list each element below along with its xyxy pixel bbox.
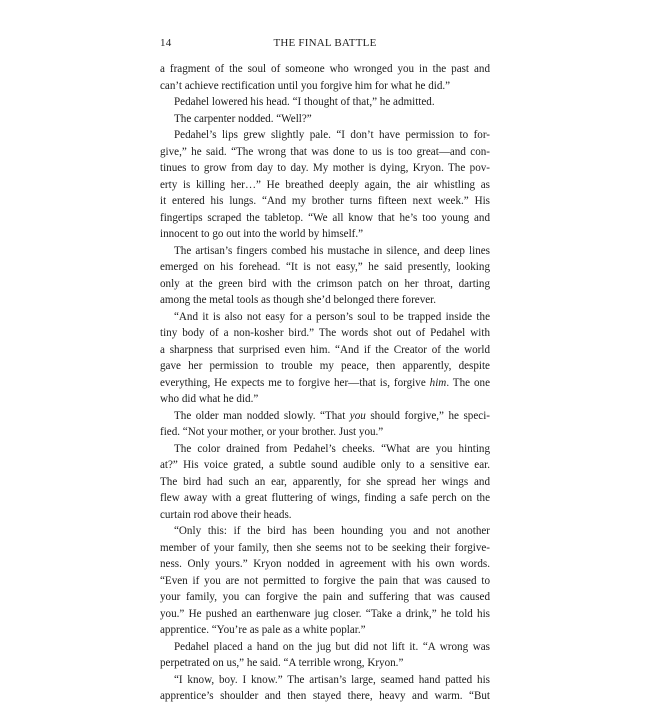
text-line: The artisan’s fingers combed his mustache in silence, and deep lines xyxy=(174,244,490,257)
text-line: flew away with a great fluttering of wings, finding a safe perch on the xyxy=(160,492,490,504)
text-line: fingertips scraped the tabletop. “We all know that he’s too young and xyxy=(160,211,490,224)
text-line: member of your family, then she seems not to be seeking their forgive- xyxy=(160,541,490,554)
text-line: curtain rod above their heads. xyxy=(160,508,292,521)
text-line: tiny body of a non-kosher bird.” The words shot out of Pedahel with xyxy=(160,327,490,339)
text-line: ness. Only yours.” Kryon nodded in agreement with his own words. xyxy=(160,558,490,570)
text-line: The carpenter nodded. “Well?” xyxy=(174,112,312,125)
text-line: a fragment of the soul of someone who wronged you in the past and xyxy=(160,63,490,75)
text-line: The bird had such an ear, apparently, for she spread her wings and xyxy=(160,475,490,488)
text-line: tinues to grow from day to day. My mother is dying, Kryon. The pov- xyxy=(160,162,490,174)
text-line: it entered his lungs. “And my brother turns fifteen next week.” His xyxy=(160,195,490,207)
running-title: THE FINAL BATTLE xyxy=(273,37,377,49)
page-header xyxy=(160,37,490,53)
text-line: The color drained from Pedahel’s cheeks. “What are you hinting xyxy=(174,442,490,455)
text-line: innocent to go out into the world by himself.” xyxy=(160,228,364,240)
text-line: apprentice. “You’re as pale as a white poplar.” xyxy=(160,624,366,636)
text-line: Pedahel placed a hand on the jug but did not lift it. “A wrong was xyxy=(174,640,490,653)
text-line: apprentice’s shoulder and then stayed there, heavy and warm. “But xyxy=(160,690,490,702)
text-line: erty is killing her…” He breathed deeply again, the air whistling as xyxy=(160,178,490,191)
text-line: Pedahel’s lips grew slightly pale. “I don’t have permission to for- xyxy=(174,129,490,141)
text-line: “Even if you are not permitted to forgive the pain that was caused to xyxy=(160,574,490,587)
text-line: only at the green bird with the crimson patch on her throat, darting xyxy=(160,277,490,290)
text-line: everything, He expects me to forgive her—that is, forgive him. The one xyxy=(160,376,491,389)
text-line: gave her permission to trouble my peace, then apparently, despite xyxy=(160,360,490,372)
text-line: among the metal tools as though she’d belonged there forever. xyxy=(160,294,437,306)
emphasis: him xyxy=(429,376,447,389)
text-line: perpetrated on us,” he said. “A terrible wrong, Kryon.” xyxy=(160,657,404,669)
text-line: “And it is also not easy for a person’s soul to be trapped inside the xyxy=(174,310,490,323)
text-line: at?” His voice grated, a subtle sound audible only to a sensitive ear. xyxy=(160,459,490,471)
page-number: 14 xyxy=(160,37,172,49)
body-text xyxy=(160,61,490,705)
text-line: who did what he did.” xyxy=(160,393,259,405)
text-line: Pedahel lowered his head. “I thought of that,” he admitted. xyxy=(174,96,435,108)
text-line: “I know, boy. I know.” The artisan’s large, seamed hand patted his xyxy=(174,673,490,686)
text-line: you.” He pushed an earthenware jug closer. “Take a drink,” he told his xyxy=(160,607,490,620)
text-line: a sharpness that surprised even him. “And if the Creator of the world xyxy=(160,343,490,356)
text-line: your family, you can forgive the pain and suffering that was caused xyxy=(160,591,490,603)
text-line: emerged on his forehead. “It is not easy,” he said presently, looking xyxy=(160,261,490,273)
text-line: The older man nodded slowly. “That you should forgive,” he speci- xyxy=(174,409,490,422)
text-line: “Only this: if the bird has been hounding you and not another xyxy=(174,525,490,537)
text-line: can’t achieve rectification until you forgive him for what he did.” xyxy=(160,79,451,92)
emphasis: you xyxy=(349,409,366,422)
text-line: give,” he said. “The wrong that was done to us is too great—and con- xyxy=(160,145,490,158)
text-line: fied. “Not your mother, or your brother. Just you.” xyxy=(160,426,384,438)
